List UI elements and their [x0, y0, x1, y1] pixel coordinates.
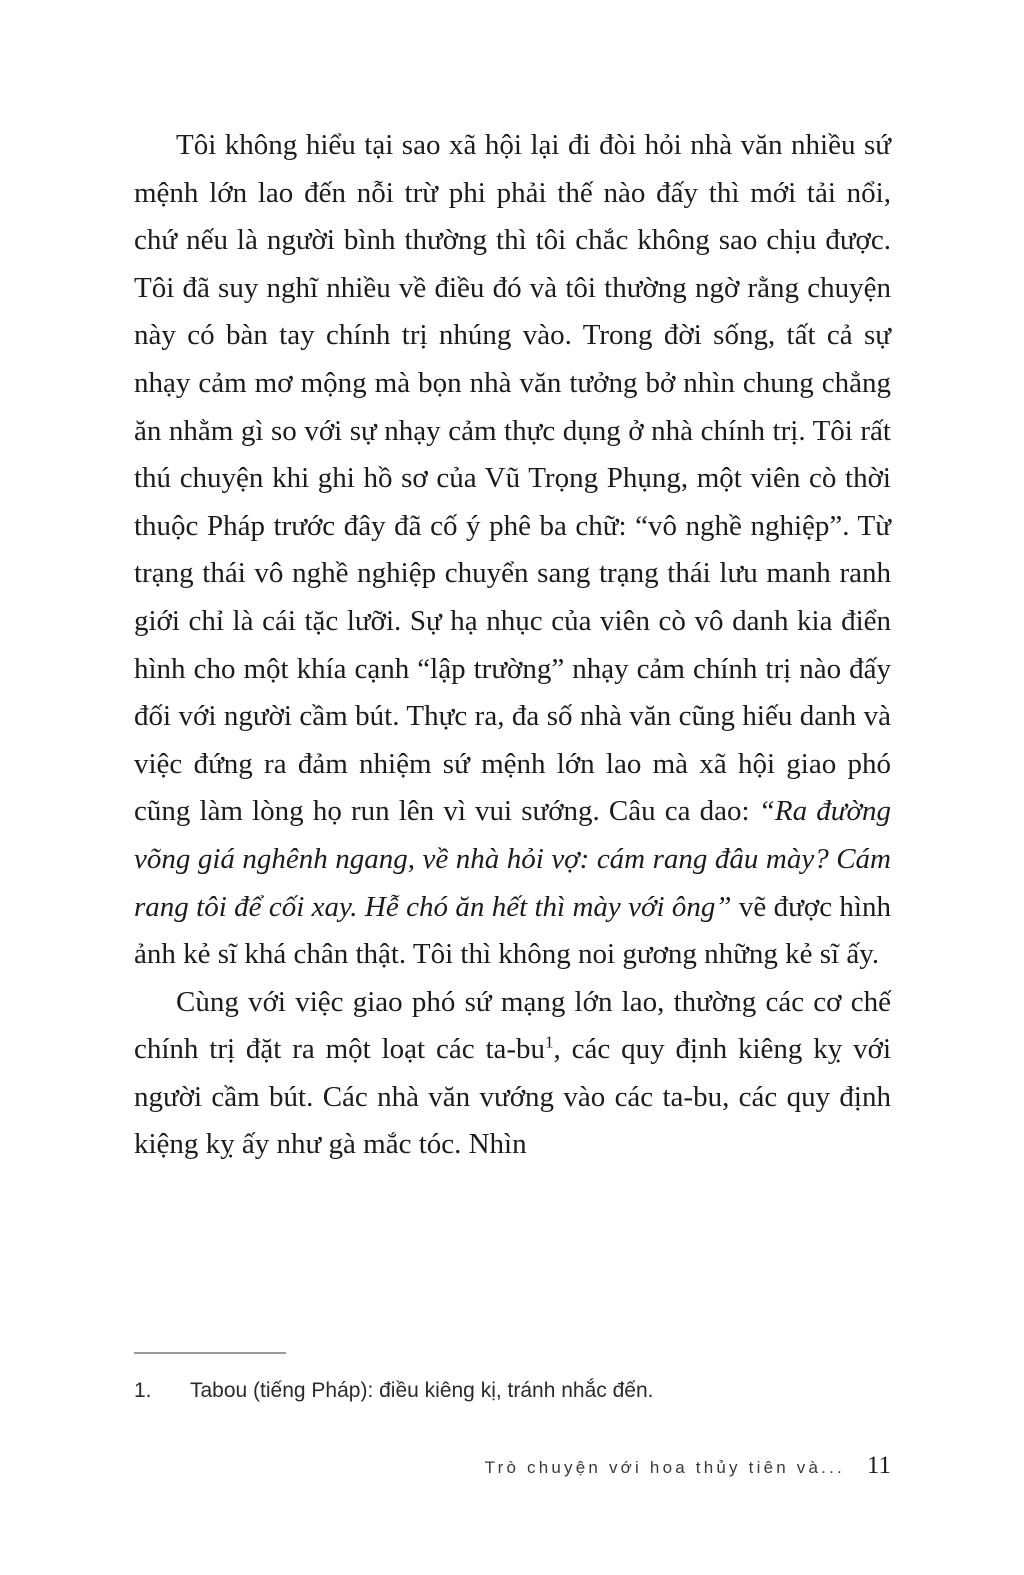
footnote-reference-marker: 1: [545, 1032, 554, 1052]
paragraph-2: [134, 979, 891, 1169]
footnote-area: [134, 1352, 891, 1406]
paragraph-2-text: Cùng với việc giao phó sứ mạng lớn lao, thường các cơ chế chính trị đặt ra một loạt các ta-bu: [134, 985, 891, 1066]
paragraph-2-text-end: , các quy định kiêng kỵ với người cầm bút. Các nhà văn vướng vào các ta-bu, các quy định kiệng kỵ ấy như gà mắc tóc. Nhìn: [134, 1033, 891, 1161]
paragraph-1-text: Tôi không hiểu tại sao xã hội lại đi đòi hỏi nhà văn nhiều sứ mệnh lớn lao đến nỗi trừ phi phải thế nào đấy thì mới tải nổi, chứ nếu là người bình thường thì tôi chắc không sao chịu được. Tôi đã suy nghĩ nhiều về điều đó và tôi thường ngờ rằng chuyện này có bàn tay chính trị nhúng vào. Trong đời sống, tất cả sự nhạy cảm mơ mộng mà bọn nhà văn tưởng bở nhìn chung chẳng ăn nhằm gì so với sự nhạy cảm thực dụng ở nhà chính trị. Tôi rất thú chuyện khi ghi hồ sơ của Vũ Trọng Phụng, một viên cò thời thuộc Pháp trước đây đã cố ý phê ba chữ: “vô nghề nghiệp”. Từ trạng thái vô nghề nghiệp chuyển sang trạng thái lưu manh ranh giới chỉ là cái tặc lưỡi. Sự hạ nhục của viên cò vô danh kia điển hình cho một khía cạnh “lập trường” nhạy cảm chính trị nào đấy đối với người cầm bút. Thực ra, đa số nhà văn cũng hiếu danh và việc đứng ra đảm nhiệm sứ mệnh lớn lao mà xã hội giao phó cũng làm lòng họ run lên vì vui sướng. Câu ca dao:: [134, 129, 891, 828]
footnote-number: 1.: [134, 1379, 152, 1402]
footnote-divider: [134, 1352, 286, 1354]
page-number: 11: [866, 1452, 891, 1479]
paragraph-1-text-end: vẽ được hình ảnh kẻ sĩ khá chân thật. Tôi thì không noi gương những kẻ sĩ ấy.: [134, 890, 891, 971]
paragraph-1: [134, 122, 891, 979]
paragraph-1-quote-italic: “Ra đường võng giá nghênh ngang, về nhà hỏi vợ: cám rang đâu mày? Cám rang tôi để cối xay. Hễ chó ăn hết thì mày với ông”: [134, 795, 892, 923]
running-title: Trò chuyện với hoa thủy tiên và...: [484, 1458, 845, 1477]
page-footer: [485, 1452, 891, 1480]
footnote: [134, 1376, 891, 1406]
footnote-text: Tabou (tiếng Pháp): điều kiêng kị, tránh nhắc đến.: [190, 1379, 654, 1402]
body-text: [134, 122, 891, 1169]
